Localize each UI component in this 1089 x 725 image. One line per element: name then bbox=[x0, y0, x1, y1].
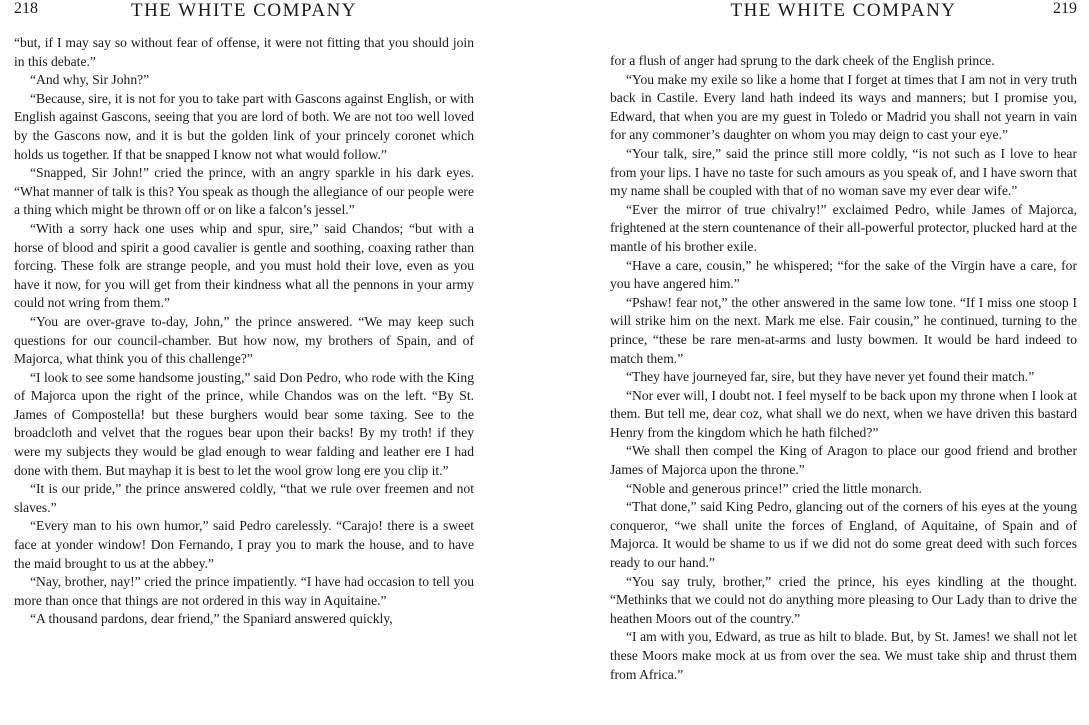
paragraph: “Pshaw! fear not,” the other answered in the same low tone. “If I miss one stoop I will strike him on the next. Mark me else. Fair cousin,” he continued, turning to the prince, “these be rare men-at-arms and lusty bowmen. It would be hard indeed to match them.” bbox=[610, 294, 1077, 366]
paragraph: “You are over-grave to-day, John,” the prince answered. “We may keep such questions for our council-chamber. But how now, my brothers of Spain, and of Majorca, what think you of this challenge?” bbox=[14, 313, 474, 367]
body-text bbox=[610, 52, 1077, 684]
paragraph: “I look to see some handsome jousting,” said Don Pedro, who rode with the King of Majorca upon the right of the prince, while Chandos was on the left. “By St. James of Compostella! but these burghers would bear some taxing. See to the broadcloth and velvet that the rogues bear upon their backs! By my troth! if they were my subjects they would be glad enough to wear falding and leather ere I had done with them. But mayhap it is best to let the wool grow long ere you clip it.” bbox=[14, 369, 474, 478]
paragraph: “With a sorry hack one uses whip and spur, sire,” said Chandos; “but with a horse of blood and spirit a good cavalier is gentle and soothing, coaxing rather than forcing. These folk are strange people, and you must hold their love, even as you have it now, for you will get from their kindness what all the pennons in your army could not wring from them.” bbox=[14, 220, 474, 311]
paragraph: “That done,” said King Pedro, glancing out of the corners of his eyes at the young conqueror, “we shall unite the forces of England, of Aquitaine, of Spain and of Majorca. It would be shame to us if we did not do some great deed with such forces ready to our hand.” bbox=[610, 499, 1077, 571]
running-title: THE WHITE COMPANY bbox=[730, 0, 957, 21]
paragraph: “Noble and generous prince!” cried the little monarch. bbox=[626, 480, 922, 496]
paragraph: “but, if I may say so without fear of offense, it were not fitting that you should join in this debate.” bbox=[14, 35, 474, 69]
paragraph: “You make my exile so like a home that I forget at times that I am not in very truth back in Castile. Every land hath indeed its ways and manners; but I promise you, Edward, that when you are my guest in Toledo or Madrid you shall not yearn in vain for any commoner’s daughter on whom you may deign to cast your eye.” bbox=[610, 71, 1077, 143]
paragraph: “They have journeyed far, sire, but they have never yet found their match.” bbox=[626, 369, 1035, 385]
page-number: 218 bbox=[14, 0, 38, 17]
paragraph: “Every man to his own humor,” said Pedro carelessly. “Carajo! there is a sweet face at yonder window! Don Fernando, I pray you to mark the house, and to have the maid brought to us at the abbey.” bbox=[14, 518, 474, 571]
paragraph: “Have a care, cousin,” he whispered; “for the sake of the Virgin have a care, for you have angered him.” bbox=[610, 257, 1077, 292]
paragraph: “It is our pride,” the prince answered coldly, “that we rule over freemen and not slaves.” bbox=[14, 481, 474, 515]
running-head bbox=[610, 0, 1077, 54]
paragraph: “Because, sire, it is not for you to take part with Gascons against English, or with English against Gascons, seeing that you are lord of both. We are not too well loved by the Gascons now, and it is but the golden link of your princely coronet which holds us together. If that be snapped I know not what would follow.” bbox=[14, 90, 474, 162]
paragraph: “Ever the mirror of true chivalry!” exclaimed Pedro, while James of Majorca, frightened at the stern countenance of their all-powerful protector, plucked hard at the mantle of his brother exile. bbox=[610, 201, 1077, 254]
running-head bbox=[14, 0, 474, 42]
paragraph: “I am with you, Edward, as true as hilt to blade. But, by St. James! we shall not let these Moors make mock at us from over the sea. We must take ship and thrust them from Africa.” bbox=[610, 629, 1077, 682]
paragraph: “Your talk, sire,” said the prince still more coldly, “is not such as I love to hear from your lips. I have no taste for such amours as you speak of, and I have sworn that my name shall be coupled with that of no woman save my ever dear wife.” bbox=[610, 145, 1077, 199]
paragraph: “Nor ever will, I doubt not. I feel myself to be back upon my throne when I look at them. But tell me, dear coz, what shall we do next, when we have driven this bastard Henry from the kingdom which he hath filched?” bbox=[610, 387, 1077, 440]
right-page bbox=[544, 0, 1089, 725]
body-text bbox=[14, 34, 474, 629]
paragraph: “And why, Sir John?” bbox=[30, 72, 150, 88]
page-number: 219 bbox=[1053, 0, 1077, 17]
paragraph: “Nay, brother, nay!” cried the prince impatiently. “I have had occasion to tell you more than once that things are not ordered in this way in Aquitaine.” bbox=[14, 574, 474, 608]
paragraph: “We shall then compel the King of Aragon to place our good friend and brother James of Majorca upon the throne.” bbox=[610, 443, 1077, 478]
paragraph: “Snapped, Sir John!” cried the prince, with an angry sparkle in his dark eyes. “What manner of talk is this? You speak as though the allegiance of our people were a thing which might be thrown off or on like a falcon’s jessel.” bbox=[14, 165, 474, 218]
paragraph: “You say truly, brother,” cried the prince, his eyes kindling at the thought. “Methinks that we could not do anything more pleasing to Our Lady than to drive the heathen Moors out of the country.” bbox=[610, 573, 1077, 626]
left-page bbox=[0, 0, 544, 725]
paragraph: “A thousand pardons, dear friend,” the Spaniard answered quickly, bbox=[30, 611, 393, 627]
running-title: THE WHITE COMPANY bbox=[130, 0, 358, 21]
paragraph: for a flush of anger had sprung to the dark cheek of the English prince. bbox=[610, 53, 995, 68]
